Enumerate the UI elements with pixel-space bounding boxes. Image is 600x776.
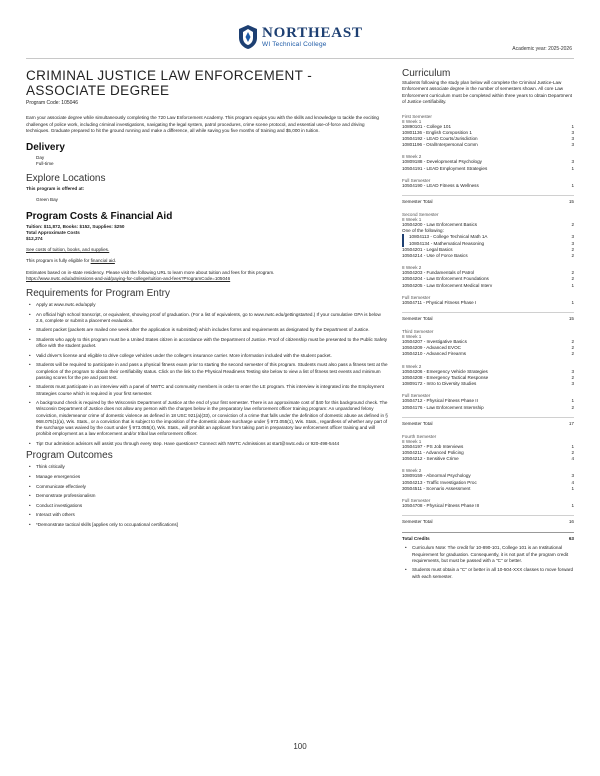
course-row	[402, 142, 574, 148]
course-credits: 1	[571, 485, 574, 491]
delivery-heading: Delivery	[26, 141, 65, 153]
course-credits: 2	[571, 351, 574, 357]
week-label: 8 Week 2	[402, 363, 422, 369]
course-credits: 2	[571, 270, 574, 276]
semester-label: First Semester	[402, 113, 432, 119]
course-credits: 3	[571, 136, 574, 142]
course-credits: 2	[571, 253, 574, 259]
course-name: 10504200 - Law Enforcement Basics	[402, 222, 478, 228]
course-name: 10890101 - College 101	[402, 123, 452, 129]
semester-block	[402, 329, 574, 426]
outcome-item: • Manage emergencies	[26, 474, 388, 480]
logo-subtitle: WI Technical College	[262, 41, 327, 48]
course-credits: 1	[571, 502, 574, 508]
week-label: 8 Week 1	[402, 118, 422, 124]
requirement-item: • Students must participate in an interview with a panel of NWTC and community members in order to enter the LE program. This interview is integrated into the Employment Strategies course which is required in your first semester.	[26, 384, 388, 396]
curriculum-heading: Curriculum	[402, 68, 451, 79]
course-credits: 3	[571, 234, 574, 240]
course-name: 10809159 - Abnormal Psychology	[402, 473, 471, 479]
course-name: 10504213 - Traffic Investigation Proc	[402, 479, 477, 485]
financial-aid-prefix: This program is fully eligible for	[26, 258, 91, 264]
semester-list	[402, 114, 574, 525]
total-costs-value: $12,274	[26, 236, 43, 241]
week-label: 8 Week 2	[402, 154, 422, 160]
course-credits: 3	[571, 142, 574, 148]
week-label: 8 Week 2	[402, 468, 422, 474]
semester-total-value: 15	[568, 316, 574, 322]
course-credits: 3	[571, 240, 574, 246]
requirements-list	[26, 302, 388, 447]
semester-block	[402, 114, 574, 204]
semester-label: Second Semester	[402, 212, 439, 218]
semester-block	[402, 434, 574, 524]
course-name: 10809188 - Developmental Psychology	[402, 159, 482, 165]
total-credits-label: Total Credits	[402, 536, 430, 542]
semester-total-label: Semester Total	[402, 199, 433, 205]
course-credits: 3	[571, 129, 574, 135]
outcomes-heading: Program Outcomes	[26, 450, 113, 462]
course-row	[402, 381, 574, 387]
course-name: 10504192 - LEAD Courts/Jurisdiction	[402, 136, 478, 142]
outcome-item: • Think critically	[26, 464, 388, 470]
costs-heading: Program Costs & Financial Aid	[26, 210, 173, 222]
program-title: CRIMINAL JUSTICE LAW ENFORCEMENT - ASSOCIATE DEGREE	[26, 68, 313, 98]
course-name: 10504708 - Physical Fitness Phase III	[402, 502, 480, 508]
semester-total-value: 16	[568, 519, 574, 525]
tuition-url-link[interactable]: https://www.nwtc.edu/admissions-and-aid/paying-for-college/tuition-and-fees?ProgramCode=105046	[26, 275, 231, 281]
week-label: Full Semester	[402, 497, 431, 503]
semester-total-row	[402, 312, 574, 321]
curriculum-note: • Curriculum Note: The credit for 10-890-101, College 101 is an Institutional Requirement for graduation. Consequently, it is not part of the program credit requirements, but must be passed with a "C" or better.	[402, 545, 574, 564]
course-row	[402, 283, 574, 289]
semester-total-label: Semester Total	[402, 420, 433, 426]
course-credits: 1	[571, 398, 574, 404]
financial-aid-link[interactable]: financial aid	[90, 258, 115, 264]
week-label: Full Semester	[402, 294, 431, 300]
locations-heading: Explore Locations	[26, 173, 106, 185]
course-credits: 1	[571, 182, 574, 188]
outcome-item: • Demonstrate professionalism	[26, 493, 388, 499]
course-credits: 3	[571, 368, 574, 374]
semester-total-row	[402, 417, 574, 426]
outcome-item: • Communicate effectively	[26, 484, 388, 490]
course-credits: 2	[571, 276, 574, 282]
course-name: 10504206 - Emergency Vehicle Strategies	[402, 368, 488, 374]
semester-label: Third Semester	[402, 329, 434, 335]
course-name: 10504207 - Investigative Basics	[402, 339, 467, 345]
week-label: 8 Week 1	[402, 438, 422, 444]
shield-logo-icon	[238, 24, 258, 50]
course-credits: 1	[571, 165, 574, 171]
course-credits: 2	[571, 374, 574, 380]
course-row	[402, 503, 574, 509]
course-credits: 3	[571, 473, 574, 479]
course-credits: 2	[571, 246, 574, 252]
semester-total-label: Semester Total	[402, 519, 433, 525]
course-row	[402, 405, 574, 411]
course-name: 10504203 - Fundamentals of Patrol	[402, 270, 475, 276]
course-credits: 2	[571, 449, 574, 455]
course-name: 10504205 - Law Enforcement Medical Interv	[402, 282, 493, 288]
total-costs-label: Total Approximate Costs	[26, 229, 80, 235]
curriculum-note: • Students must obtain a "C" or better in all 10-504-XXX classes to move forward with each semester.	[402, 567, 574, 580]
course-row	[402, 351, 574, 357]
course-name: 10504191 - LEAD Employment Strategies	[402, 165, 488, 171]
course-credits: 2	[571, 404, 574, 410]
week-label: Full Semester	[402, 393, 431, 399]
course-row	[402, 166, 574, 172]
course-name: 10801136 - English Composition 1	[402, 129, 472, 135]
semester-total-value: 15	[568, 199, 574, 205]
program-code: Program Code: 105046	[26, 100, 78, 106]
week-label: 8 Week 1	[402, 334, 422, 340]
delivery-item: Full-time	[36, 160, 54, 166]
course-name: 30504511 - Scenario Assessment	[402, 485, 471, 491]
course-name: One of the following:	[402, 228, 444, 234]
requirement-item: • Students who apply to this program must be a United States citizen in accordance with the Department of Justice. Proof of citizenship must be presented to the Public Safety office with the student packet.	[26, 337, 388, 349]
course-name: 10801196 - Oral/Interpersonal Comm	[402, 142, 478, 148]
course-row	[402, 183, 574, 189]
course-name: 10504208 - Emergency Tactical Response	[402, 374, 489, 380]
course-row	[402, 486, 574, 492]
location-item: Green Bay	[36, 197, 58, 203]
course-row	[402, 300, 574, 306]
curriculum-intro: Students following the study plan below will complete the Criminal Justice-Law Enforcement associate degree in the number of semesters shown. All core Law Enforcement curriculum must be completed within three years to obtain Department of Justice certifiability.	[402, 80, 573, 105]
requirement-item: • Students will be required to participate in and pass a physical fitness exam prior to starting the second semester of this program. Students must also pass a fitness test at the completion of the program to obtain their certifiability status. Click on the link to the Physical Readiness Testing site below to view a list of fitness test events and minimum passing scores for the pre and post test.	[26, 362, 388, 381]
course-name: 10804113 - College Technical Math 1A	[409, 234, 488, 240]
course-credits: 3	[571, 159, 574, 165]
academic-year: Academic year: 2025-2026	[512, 46, 572, 52]
requirement-item: • Apply at www.nwtc.edu/apply	[26, 302, 388, 308]
offered-at-label: This program is offered at:	[26, 186, 85, 192]
requirement-item: • Tip! Our admission advisors will assist you through every step. Have questions? Connect with NWTC Admissions at start@nwtc.edu or 920-498-5444	[26, 441, 388, 447]
total-credits-value: 63	[568, 536, 574, 542]
course-credits: 3	[571, 381, 574, 387]
outcome-item: • Interact with others	[26, 512, 388, 518]
course-row	[402, 456, 574, 462]
course-name: 10504190 - LEAD Fitness & Wellness	[402, 182, 479, 188]
left-column	[26, 68, 388, 532]
semester-block	[402, 212, 574, 321]
semester-total-label: Semester Total	[402, 316, 433, 322]
course-name: 10504212 - Sensitive Crime	[402, 456, 459, 462]
course-credits: 2	[571, 222, 574, 228]
tuition-line: Tuition: $11,872, Books: $152, Supplies: $250	[26, 223, 125, 229]
elective-group	[402, 234, 574, 246]
outcome-item: • Conduct investigations	[26, 503, 388, 509]
course-credits: 1	[571, 282, 574, 288]
course-name: 10504711 - Physical Fitness Phase I	[402, 299, 477, 305]
course-name: 10504209 - Advanced EVOC	[402, 345, 461, 351]
delivery-list	[26, 155, 388, 167]
requirement-item: • A background check is required by the Wisconsin Department of Justice at the end of your first semester. There is an approximate cost of $40 for this background check. The Wisconsin Department of Justice does not allow any person with the charges below in the preparatory law enforcement officer training program: An unpardoned felony conviction, misdemeanor crime of domestic violence as defined in 18 USC 921(a)(33), or conviction of a crime that falls under the definition of domestic abuse as defined in § 968.075(1)(a), Wis. Stats., or a conviction that is subject to the imposition of the domestic abuse surcharge under § 973.055(1), Wis. Stats., regardless of whether any part of the surcharge was waived by the court under § 973.055(4), Wis. Stats., will prohibit an applicant from taking part in preparatory law enforcement officer training and will prohibit employment as a law enforcement and/or tribal law enforcement officer.	[26, 400, 388, 437]
course-name: 10504712 - Physical Fitness Phase II	[402, 398, 478, 404]
curriculum-column	[402, 68, 574, 583]
course-credits: 2	[571, 339, 574, 345]
course-name: 10504210 - Advanced Firearms	[402, 351, 467, 357]
program-intro: Earn your associate degree while simultaneously completing the 720 Law Enforcement Academy. This program equips you with the skills and knowledge to tackle the exciting challenges of police work, including criminal investigations, navigating the legal system, patrol procedures, crime scene protocol, and essential use-of-force and driving techniques. Graduate prepared to hit the ground running and make a difference, all while saving you five months of training and $5,000 in tuition.	[26, 115, 379, 134]
total-credits-row	[402, 532, 574, 541]
header-divider	[26, 58, 574, 59]
course-name: 10504201 - Legal Basics	[402, 246, 453, 252]
curriculum-notes	[402, 545, 574, 580]
semester-label: Fourth Semester	[402, 433, 437, 439]
delivery-item: Day	[36, 154, 45, 160]
estimate-text: Estimates based on in-state residency. Please visit the following URL to learn more about tuition and fees for this program.	[26, 269, 275, 275]
course-name: 10504197 - PS Job Interviews	[402, 443, 464, 449]
course-row	[402, 253, 574, 259]
week-label: 8 Week 1	[402, 217, 422, 223]
financial-aid-suffix: .	[114, 258, 117, 264]
course-credits: 1	[571, 299, 574, 305]
college-logo	[238, 24, 368, 54]
page-number: 100	[293, 742, 307, 751]
course-name: 10504211 - Advanced Policing	[402, 449, 464, 455]
course-name: 10804134 - Mathematical Reasoning	[409, 240, 485, 246]
financial-aid-line	[26, 258, 388, 264]
course-name: 10504214 - Use of Force Basics	[402, 253, 468, 259]
course-credits: 4	[571, 456, 574, 462]
course-credits: 1	[571, 443, 574, 449]
outcome-item: • *Demonstrate tactical skills [applies only to occupational certifications]	[26, 522, 388, 528]
outcomes-list	[26, 464, 388, 528]
week-label: 8 Week 2	[402, 265, 422, 271]
requirement-item: • An official high school transcript, or equivalent, showing proof of graduation. (For a list of equivalents, go to www.nwtc.edu/gettingstarted.) If your cumulative GPA is below 2.6, complete or submit a placement evaluation.	[26, 312, 388, 324]
requirement-item: • Student packet (packets are mailed one week after the application is submitted) which includes forms and requirements as designated by the Department of Justice.	[26, 327, 388, 333]
semester-total-row	[402, 515, 574, 524]
requirement-item: • Valid driver's license and eligible to drive college vehicles under the college's insurance carrier. More information included with the student packet.	[26, 353, 388, 359]
course-name: 10504204 - Law Enforcement Foundations	[402, 276, 489, 282]
course-credits: 2	[571, 345, 574, 351]
course-credits: 4	[571, 479, 574, 485]
semester-total-value: 17	[568, 420, 574, 426]
requirements-heading: Requirements for Program Entry	[26, 288, 170, 300]
course-name: 10504176 - Law Enforcement Internship	[402, 404, 484, 410]
logo-name: NORTHEAST	[262, 25, 363, 41]
semester-total-row	[402, 195, 574, 204]
week-label: Full Semester	[402, 177, 431, 183]
see-costs-link[interactable]: See costs of tuition, books, and supplies.	[26, 247, 110, 253]
course-credits: 1	[571, 123, 574, 129]
elective-course-row	[402, 241, 574, 247]
course-name: 10809172 - Intro to Diversity Studies	[402, 381, 477, 387]
